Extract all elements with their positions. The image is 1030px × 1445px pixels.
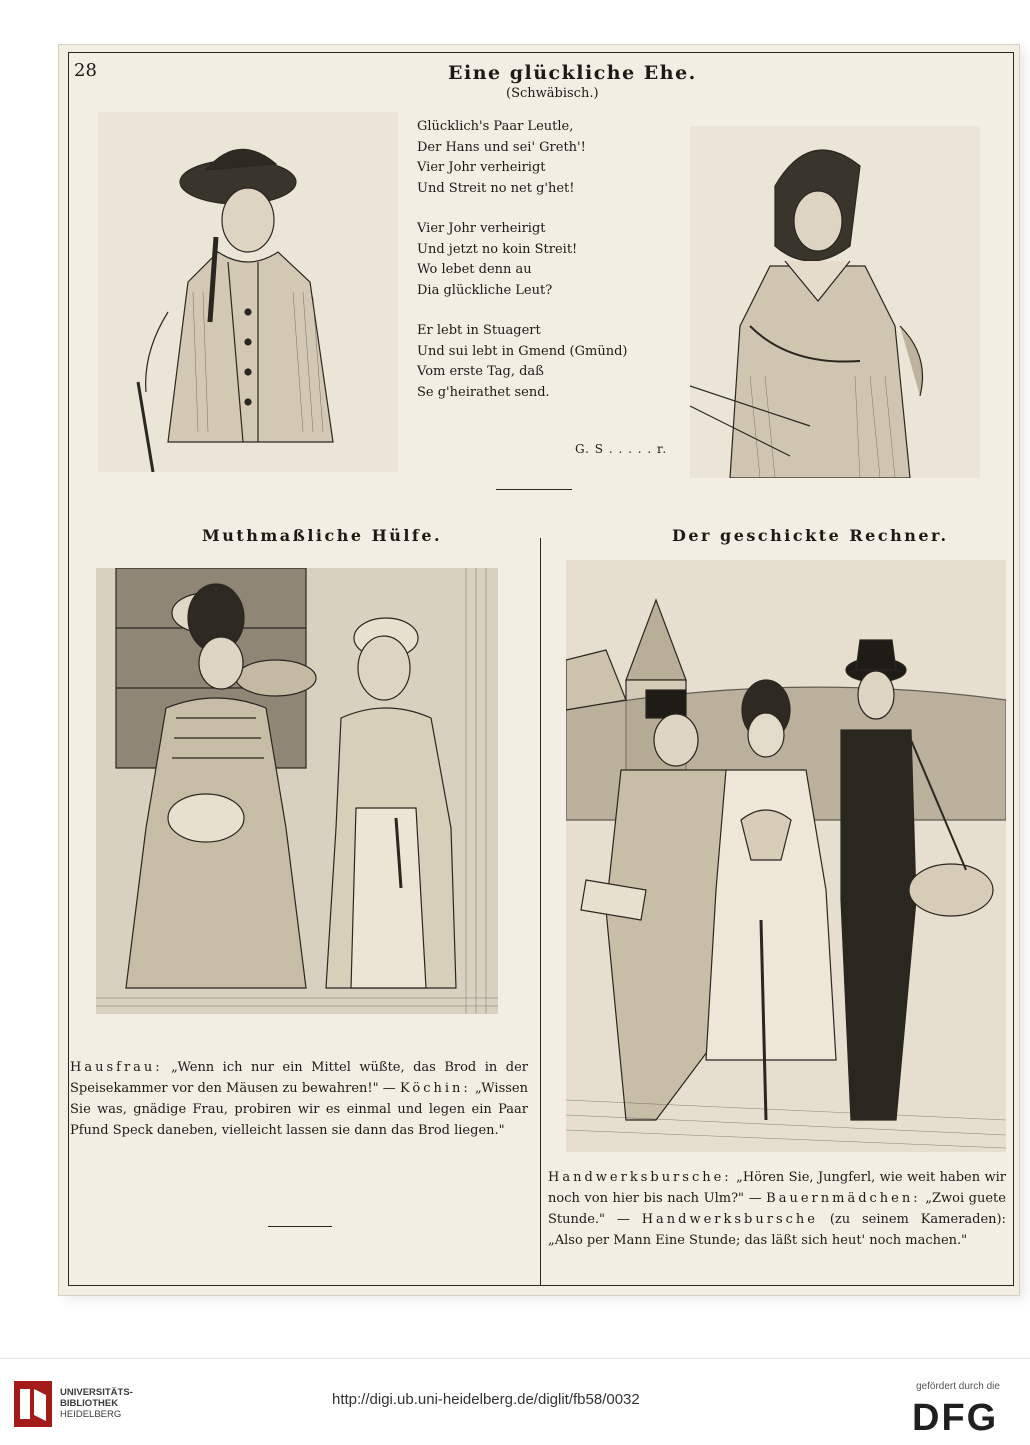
poem-subtitle: (Schwäbisch.) (506, 86, 599, 101)
section-divider (268, 1226, 332, 1227)
poem-line: Vier Johr verheirigt (417, 221, 546, 236)
poem-line: Dia glückliche Leut? (417, 282, 553, 298)
right-cartoon-title: Der geschickte Rechner. (672, 526, 949, 545)
poem-line: Und jetzt no koin Streit! (417, 241, 578, 257)
poem-stanza-3 (417, 321, 677, 403)
permalink-url[interactable]: http://digi.ub.uni-heidelberg.de/diglit/fb58/0032 (332, 1391, 640, 1408)
poem-line: Und sui lebt in Gmend (Gmünd) (417, 343, 628, 359)
caption-speaker-cook: Köchin: (400, 1081, 471, 1096)
poem-stanza-2 (417, 219, 677, 301)
library-name-line-1: UNIVERSITÄTS- (60, 1387, 133, 1398)
caption-speaker-farm-girl: Bauernmädchen: (766, 1191, 921, 1206)
funded-by-label: gefördert durch die (916, 1381, 1000, 1392)
poem-text (417, 117, 677, 423)
library-name-line-3: HEIDELBERG (60, 1409, 122, 1420)
caption-speech: „Hören Sie, Jungferl, wie weit haben wir noch von hier bis nach Ulm?" — (548, 1170, 1007, 1206)
illustration-housewife-and-cook (96, 568, 498, 1014)
illustration-journeymen-and-farm-girl (566, 560, 1006, 1152)
university-library-logo-icon (14, 1381, 52, 1427)
caption-speaker-housewife: Hausfrau: (70, 1060, 163, 1075)
poem-title: Eine glückliche Ehe. (448, 62, 697, 84)
poem-signature: G. S . . . . . r. (575, 442, 668, 456)
poem-line: Und Streit no net g'het! (417, 180, 575, 196)
viewer-footer (0, 1358, 1030, 1445)
caption-speech: „Wenn ich nur ein Mittel wüßte, das Brod in der Speisekammer vor den Mäusen zu bewahren!" — (70, 1060, 528, 1096)
right-cartoon-caption (548, 1167, 1006, 1251)
library-name-line-2: BIBLIOTHEK (60, 1398, 119, 1409)
poem-line: Der Hans und sei' Greth'! (417, 139, 586, 155)
column-divider (540, 538, 541, 1286)
left-cartoon-title: Muthmaßliche Hülfe. (202, 526, 443, 545)
page-number: 28 (74, 60, 97, 81)
section-divider (496, 489, 572, 490)
illustration-man-with-pipe (98, 112, 398, 472)
caption-speaker-journeyman: Handwerksbursche (641, 1212, 818, 1227)
dfg-logo: DFG (912, 1397, 999, 1439)
poem-line: Vier Johr verheirigt (417, 160, 546, 175)
poem-line: Vom erste Tag, daß (417, 364, 544, 379)
poem-line: Se g'heirathet send. (417, 384, 550, 400)
caption-speaker-journeyman: Handwerksbursche: (548, 1170, 732, 1185)
caption-speech: „Wissen Sie was, gnädige Frau, probiren wir es einmal und legen ein Paar Pfund Speck daneben, vielleicht lassen sie dann das Brod liegen." (70, 1081, 528, 1138)
library-name (60, 1387, 133, 1420)
left-cartoon-caption (70, 1057, 528, 1141)
poem-stanza-1 (417, 117, 677, 199)
poem-line: Er lebt in Stuagert (417, 323, 541, 338)
poem-line: Wo lebet denn au (417, 262, 532, 277)
illustration-woman-with-bonnet (690, 126, 980, 478)
poem-line: Glücklich's Paar Leutle, (417, 119, 574, 134)
caption-speech: (zu seinem Kameraden): „Also per Mann Eine Stunde; das läßt sich heut' noch machen." (548, 1212, 1006, 1248)
caption-speech: „Zwoi guete Stunde." — (548, 1191, 1006, 1227)
